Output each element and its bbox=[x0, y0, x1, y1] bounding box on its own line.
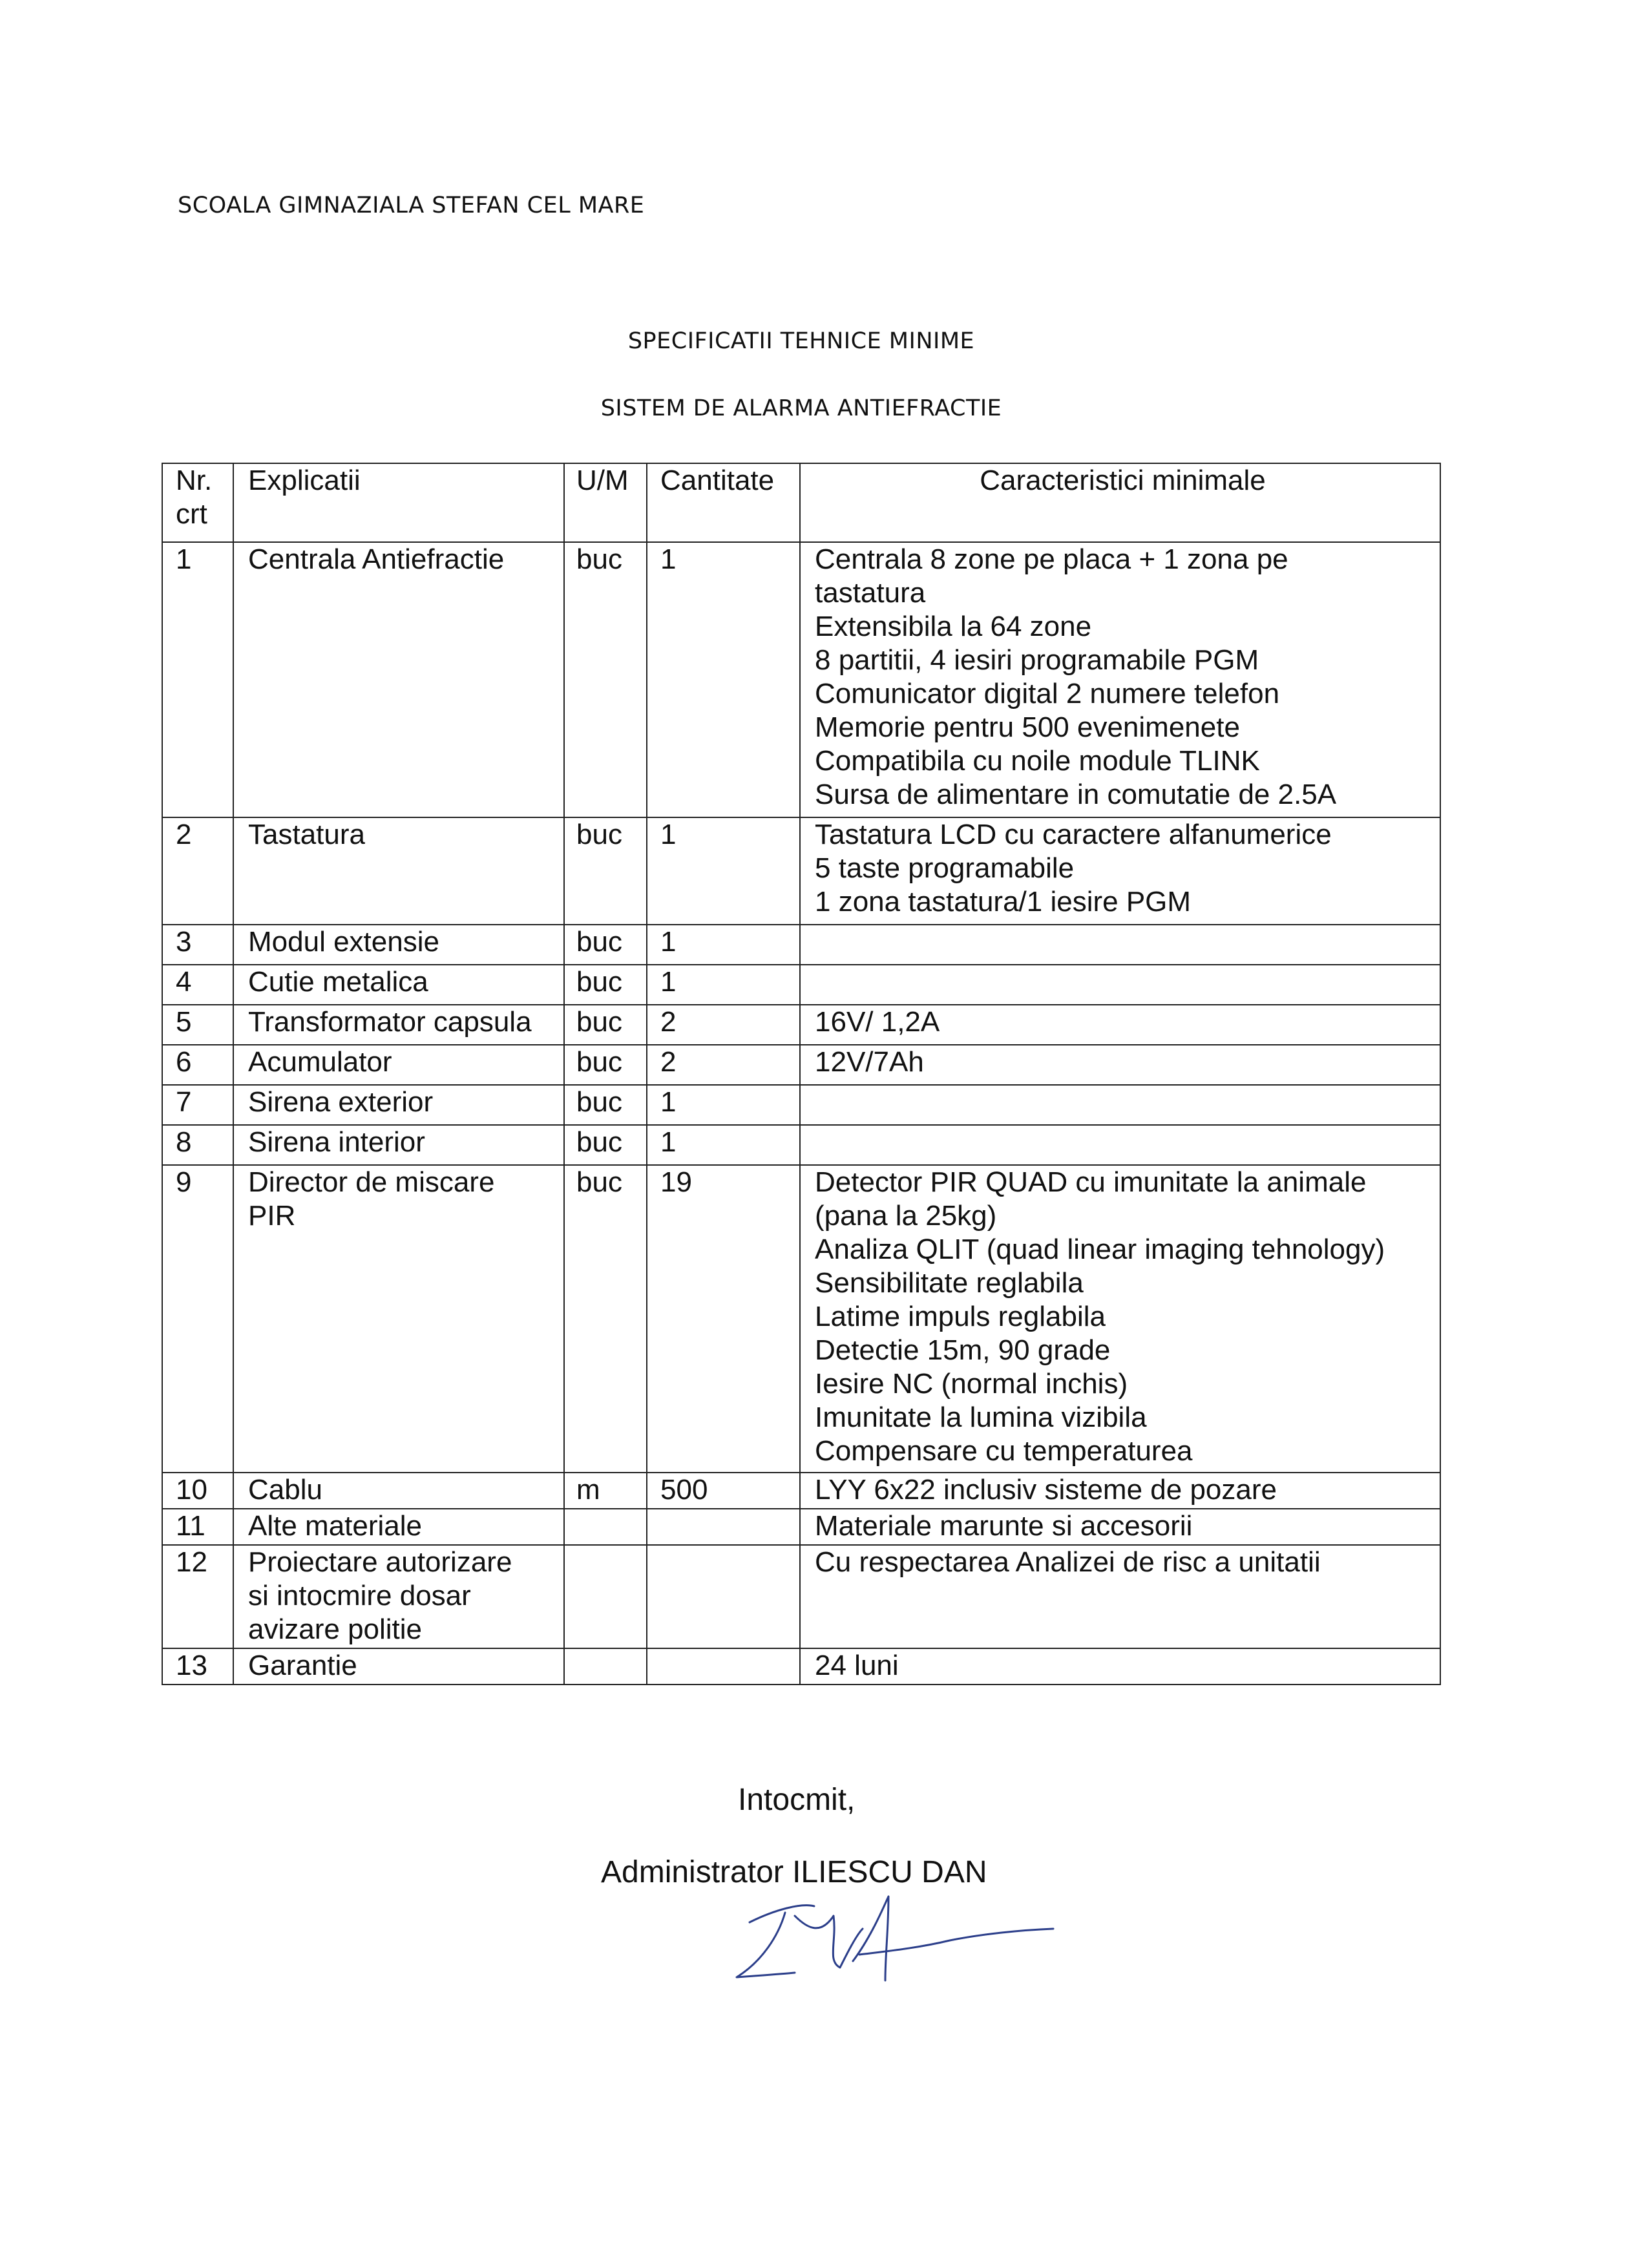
header-explicatii: Explicatii bbox=[233, 463, 564, 542]
cell-caracteristici bbox=[800, 1085, 1440, 1125]
school-name: SCOALA GIMNAZIALA STEFAN CEL MARE bbox=[178, 193, 645, 218]
table-row bbox=[162, 925, 1440, 965]
cell-um: buc bbox=[564, 817, 647, 925]
cell-um: buc bbox=[564, 1045, 647, 1085]
cell-nr: 2 bbox=[162, 817, 233, 925]
cell-cantitate: 19 bbox=[647, 1165, 800, 1473]
cell-nr: 13 bbox=[162, 1648, 233, 1685]
cell-cantitate: 1 bbox=[647, 1125, 800, 1165]
cell-um bbox=[564, 1509, 647, 1545]
cell-caracteristici: Materiale marunte si accesorii bbox=[800, 1509, 1440, 1545]
header-um: U/M bbox=[564, 463, 647, 542]
document-title: SPECIFICATII TEHNICE MINIME bbox=[627, 328, 975, 354]
cell-um: buc bbox=[564, 925, 647, 965]
cell-nr: 7 bbox=[162, 1085, 233, 1125]
cell-um: buc bbox=[564, 542, 647, 817]
cell-nr: 12 bbox=[162, 1545, 233, 1648]
cell-caracteristici bbox=[800, 965, 1440, 1005]
cell-um: buc bbox=[564, 1085, 647, 1125]
cell-um: buc bbox=[564, 1165, 647, 1473]
table-row bbox=[162, 1005, 1440, 1045]
cell-cantitate bbox=[647, 1509, 800, 1545]
cell-um bbox=[564, 1648, 647, 1685]
cell-cantitate: 1 bbox=[647, 817, 800, 925]
table-header-row bbox=[162, 463, 1440, 542]
cell-caracteristici: Detector PIR QUAD cu imunitate la animale (pana la 25kg) Analiza QLIT (quad linear imaging tehnology) Sensibilitate reglabila Latime impuls reglabila Detectie 15m, 90 grade Iesire NC (normal inchis) Imunitate la lumina vizibila Compensare cu temperaturea bbox=[800, 1165, 1440, 1473]
table-row bbox=[162, 1125, 1440, 1165]
cell-caracteristici bbox=[800, 925, 1440, 965]
table-row bbox=[162, 1165, 1440, 1473]
cell-explicatii: Sirena exterior bbox=[233, 1085, 564, 1125]
cell-cantitate bbox=[647, 1545, 800, 1648]
cell-cantitate: 500 bbox=[647, 1473, 800, 1509]
cell-um bbox=[564, 1545, 647, 1648]
cell-cantitate: 1 bbox=[647, 1085, 800, 1125]
cell-explicatii: Transformator capsula bbox=[233, 1005, 564, 1045]
cell-explicatii: Garantie bbox=[233, 1648, 564, 1685]
cell-nr: 6 bbox=[162, 1045, 233, 1085]
table-row bbox=[162, 1545, 1440, 1648]
cell-explicatii: Cablu bbox=[233, 1473, 564, 1509]
table-row bbox=[162, 965, 1440, 1005]
cell-explicatii: Tastatura bbox=[233, 817, 564, 925]
header-cantitate: Cantitate bbox=[647, 463, 800, 542]
cell-caracteristici: LYY 6x22 inclusiv sisteme de pozare bbox=[800, 1473, 1440, 1509]
cell-caracteristici: 24 luni bbox=[800, 1648, 1440, 1685]
specifications-table bbox=[162, 463, 1441, 1685]
cell-nr: 4 bbox=[162, 965, 233, 1005]
header-nr-crt: Nr. crt bbox=[162, 463, 233, 542]
cell-cantitate: 2 bbox=[647, 1045, 800, 1085]
document-subtitle: SISTEM DE ALARMA ANTIEFRACTIE bbox=[600, 395, 1002, 421]
cell-cantitate: 1 bbox=[647, 925, 800, 965]
header-caracteristici: Caracteristici minimale bbox=[800, 463, 1440, 542]
cell-caracteristici bbox=[800, 1125, 1440, 1165]
cell-um: buc bbox=[564, 965, 647, 1005]
cell-cantitate: 1 bbox=[647, 542, 800, 817]
handwritten-signature bbox=[724, 1890, 1060, 1987]
cell-explicatii: Alte materiale bbox=[233, 1509, 564, 1545]
table-row bbox=[162, 817, 1440, 925]
cell-caracteristici: Cu respectarea Analizei de risc a unitatii bbox=[800, 1545, 1440, 1648]
cell-cantitate: 2 bbox=[647, 1005, 800, 1045]
table-row bbox=[162, 542, 1440, 817]
table-row bbox=[162, 1473, 1440, 1509]
cell-explicatii: Modul extensie bbox=[233, 925, 564, 965]
table-row bbox=[162, 1085, 1440, 1125]
cell-nr: 5 bbox=[162, 1005, 233, 1045]
cell-um: m bbox=[564, 1473, 647, 1509]
cell-caracteristici: Tastatura LCD cu caractere alfanumerice 5 taste programabile 1 zona tastatura/1 iesire PGM bbox=[800, 817, 1440, 925]
table-row bbox=[162, 1648, 1440, 1685]
cell-um: buc bbox=[564, 1005, 647, 1045]
cell-explicatii: Cutie metalica bbox=[233, 965, 564, 1005]
cell-caracteristici: 16V/ 1,2A bbox=[800, 1005, 1440, 1045]
cell-nr: 8 bbox=[162, 1125, 233, 1165]
prepared-by-label: Intocmit, bbox=[738, 1783, 856, 1817]
cell-nr: 11 bbox=[162, 1509, 233, 1545]
table-row bbox=[162, 1045, 1440, 1085]
cell-caracteristici: 12V/7Ah bbox=[800, 1045, 1440, 1085]
cell-explicatii: Sirena interior bbox=[233, 1125, 564, 1165]
cell-um: buc bbox=[564, 1125, 647, 1165]
cell-explicatii: Acumulator bbox=[233, 1045, 564, 1085]
cell-nr: 3 bbox=[162, 925, 233, 965]
cell-explicatii: Director de miscare PIR bbox=[233, 1165, 564, 1473]
cell-cantitate: 1 bbox=[647, 965, 800, 1005]
table-row bbox=[162, 1509, 1440, 1545]
cell-nr: 1 bbox=[162, 542, 233, 817]
cell-nr: 9 bbox=[162, 1165, 233, 1473]
cell-cantitate bbox=[647, 1648, 800, 1685]
cell-caracteristici: Centrala 8 zone pe placa + 1 zona pe tastatura Extensibila la 64 zone 8 partitii, 4 iesiri programabile PGM Comunicator digital 2 numere telefon Memorie pentru 500 evenimenete Compatibila cu noile module TLINK Sursa de alimentare in comutatie de 2.5A bbox=[800, 542, 1440, 817]
cell-nr: 10 bbox=[162, 1473, 233, 1509]
cell-explicatii: Proiectare autorizare si intocmire dosar avizare politie bbox=[233, 1545, 564, 1648]
cell-explicatii: Centrala Antiefractie bbox=[233, 542, 564, 817]
administrator-name: Administrator ILIESCU DAN bbox=[601, 1855, 987, 1889]
